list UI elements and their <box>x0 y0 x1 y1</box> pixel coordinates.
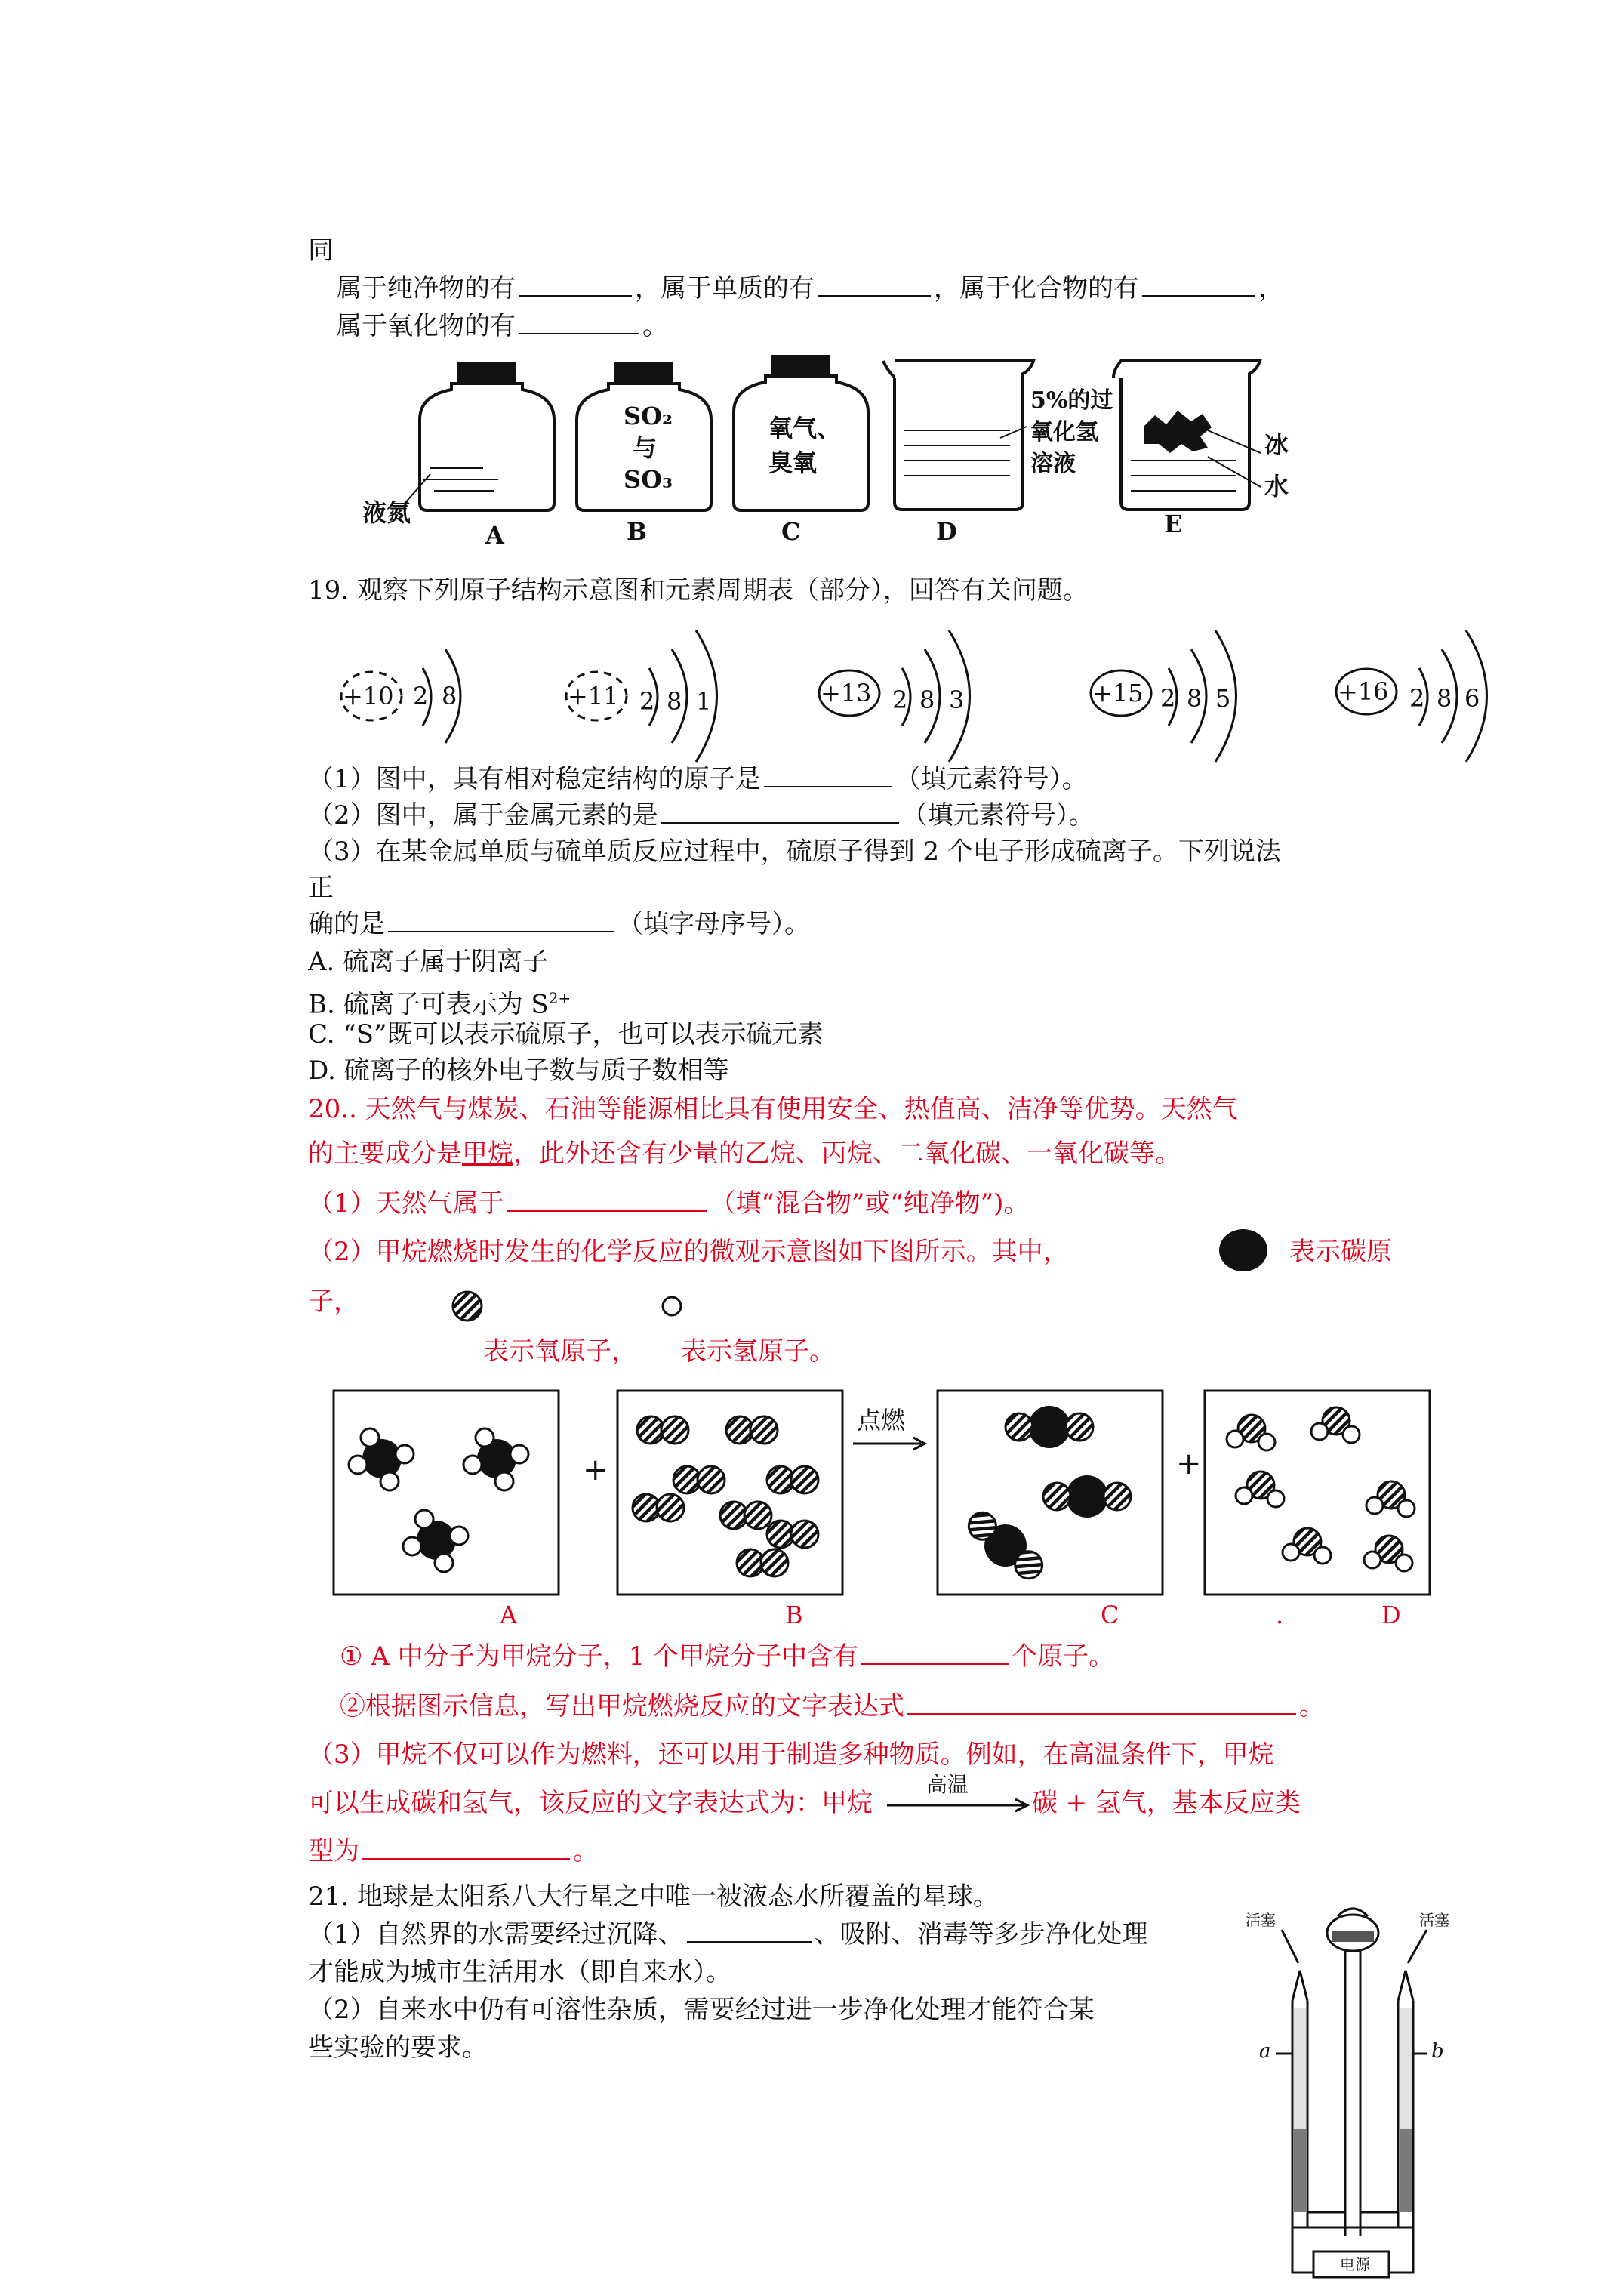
q20-stem2: 的主要成分是甲烷，此外还含有少量的乙烷、丙烷、二氧化碳、一氧化碳等。 <box>308 1139 1181 1169</box>
oxide-blank[interactable] <box>519 310 639 334</box>
bottle-c <box>734 376 868 510</box>
q21-p1a: （1）自然界的水需要经过沉降、 、吸附、消毒等多步净化处理 <box>308 1919 1148 1949</box>
beaker-d-letter: D <box>936 517 957 546</box>
q19-p1: （1）图中，具有相对稳定结构的原子是 （填元素符号）。 <box>308 764 1088 794</box>
plus-sign-1: + <box>583 1453 608 1487</box>
high-temp-arrow: 高温 <box>881 1793 1032 1816</box>
right-plug-label: 活塞 <box>1419 1911 1449 1929</box>
carbon-legend-icon <box>1219 1229 1267 1271</box>
atom-2-nucleus: +11 <box>568 682 619 710</box>
beaker-d <box>883 361 1033 510</box>
svg-text:氧化氢: 氧化氢 <box>1030 419 1098 445</box>
plus-sign-2: + <box>1176 1447 1202 1481</box>
svg-text:3: 3 <box>949 686 965 714</box>
svg-text:6: 6 <box>1464 684 1480 713</box>
q20-s2: ②根据图示信息，写出甲烷燃烧反应的文字表达式 。 <box>340 1691 1325 1721</box>
hydrogen-legend-icon <box>663 1297 681 1315</box>
svg-text:SO₂: SO₂ <box>624 402 673 430</box>
q19-opt-b: B. 硫离子可表示为 $S^{2+}$ <box>308 989 571 1020</box>
q18-line1: 属于纯净物的有 ，属于单质的有 ，属于化合物的有 ， <box>336 273 1284 304</box>
pure-substance-blank[interactable] <box>519 273 632 297</box>
q19-p3c: 确的是 （填字母序号）。 <box>308 909 810 939</box>
svg-text:8: 8 <box>1437 684 1452 713</box>
natural-gas-type-blank[interactable] <box>507 1188 707 1212</box>
beaker-e-letter: E <box>1164 510 1183 538</box>
q21-stem: 21. 地球是太阳系八大行星之中唯一被液态水所覆盖的星球。 <box>308 1881 999 1912</box>
q18-line2: 属于氧化物的有 。 <box>336 311 668 341</box>
ignite-label: 点燃 <box>857 1406 906 1435</box>
element-blank[interactable] <box>818 273 931 297</box>
q20-p1: （1）天然气属于 （填“混合物”或“纯净物”)。 <box>308 1188 1030 1219</box>
q20-s1: ① A 中分子为甲烷分子，1 个甲烷分子中含有 个原子。 <box>340 1641 1115 1672</box>
tube-a-label: a <box>1259 2040 1271 2063</box>
q20-p2e: 表示氢原子。 <box>681 1336 835 1367</box>
ice-cubes <box>1144 411 1212 453</box>
q19-p3b: 正 <box>308 873 334 903</box>
q19-opt-a: A. 硫离子属于阴离子 <box>308 947 549 977</box>
bottle-b-letter: B <box>627 517 648 546</box>
svg-text:5: 5 <box>1215 684 1231 713</box>
electrolysis-apparatus <box>1238 1903 1464 2295</box>
svg-text:1: 1 <box>696 687 712 716</box>
box-a-label: A <box>500 1601 518 1629</box>
power-label: 电源 <box>1340 2255 1370 2273</box>
svg-text:8: 8 <box>442 682 457 710</box>
atom-5-nucleus: +16 <box>1338 677 1389 706</box>
box-d-label: D <box>1381 1601 1401 1629</box>
svg-text:冰: 冰 <box>1264 430 1289 459</box>
svg-text:.: . <box>1276 1601 1284 1629</box>
atom-4-nucleus: +15 <box>1092 679 1144 707</box>
atom-1-nucleus: +10 <box>343 682 394 710</box>
tube-b-label: b <box>1431 2040 1444 2063</box>
svg-text:氧气、: 氧气、 <box>768 414 842 442</box>
q19-p3a: （3）在某金属单质与硫单质反应过程中，硫原子得到 2 个电子形成硫离子。下列说法 <box>308 837 1281 867</box>
bottles-figure <box>362 355 1289 551</box>
svg-text:水: 水 <box>1264 472 1289 501</box>
reaction-type-blank[interactable] <box>362 1835 570 1860</box>
q20-p2b: 表示碳原 <box>1289 1237 1392 1267</box>
purification-step-blank[interactable] <box>687 1918 812 1943</box>
svg-text:2: 2 <box>892 686 908 714</box>
svg-text:溶液: 溶液 <box>1030 451 1076 477</box>
q21-p2b: 些实验的要求。 <box>308 2032 488 2063</box>
box-c-label: C <box>1101 1601 1119 1629</box>
svg-text:8: 8 <box>1187 684 1203 713</box>
svg-text:5%的过: 5%的过 <box>1030 387 1113 414</box>
bottle-a-letter: A <box>485 521 504 550</box>
q20-p2d: 表示氧原子， <box>483 1336 637 1367</box>
word-equation-blank[interactable] <box>907 1690 1296 1715</box>
svg-text:2: 2 <box>413 682 429 710</box>
q20-p2c: 子， <box>308 1287 359 1317</box>
bottle-a-side-label: 液氮 <box>362 498 411 527</box>
bottle-c-letter: C <box>781 517 801 546</box>
q20-p2a: （2）甲烷燃烧时发生的化学反应的微观示意图如下图所示。其中， <box>308 1237 1069 1267</box>
q19-p2: （2）图中，属于金属元素的是 （填元素符号）。 <box>308 800 1095 831</box>
atom-count-blank[interactable] <box>861 1641 1009 1665</box>
stable-atom-blank[interactable] <box>764 763 892 787</box>
q20-p3a: （3）甲烷不仅可以作为燃料，还可以用于制造多种物质。例如，在高温条件下，甲烷 <box>308 1740 1274 1770</box>
q18-tail: 同 <box>308 236 334 266</box>
letter-answer-blank[interactable] <box>388 908 614 932</box>
svg-text:8: 8 <box>919 686 935 714</box>
svg-text:2: 2 <box>639 687 655 716</box>
reaction-diagram <box>332 1383 1449 1632</box>
atom-diagrams <box>332 627 1510 778</box>
atom-3-nucleus: +13 <box>821 679 872 707</box>
svg-text:与: 与 <box>633 433 658 462</box>
q19-opt-c: C. “S”既可以表示硫原子，也可以表示硫元素 <box>308 1019 824 1049</box>
svg-text:2: 2 <box>1409 684 1425 713</box>
svg-text:臭氧: 臭氧 <box>768 448 818 477</box>
compound-blank[interactable] <box>1142 273 1255 297</box>
q20-p3b: 可以生成碳和氢气，该反应的文字表达式为：甲烷 高温 碳 + 氢气，基本反应类 <box>308 1772 1301 1818</box>
svg-text:8: 8 <box>667 687 682 716</box>
q19-stem: 19. 观察下列原子结构示意图和元素周期表（部分），回答有关问题。 <box>308 575 1089 606</box>
left-plug-label: 活塞 <box>1246 1911 1276 1929</box>
q20-p3d: 型为 。 <box>308 1836 599 1866</box>
oxygen-legend-icon <box>453 1292 482 1321</box>
box-b-label: B <box>785 1601 803 1629</box>
q19-opt-d: D. 硫离子的核外电子数与质子数相等 <box>308 1056 729 1086</box>
svg-text:2: 2 <box>1160 684 1176 713</box>
svg-text:SO₃: SO₃ <box>624 465 673 494</box>
bottle-a-cap <box>459 364 515 384</box>
q21-p1b: 才能成为城市生活用水（即自来水）。 <box>308 1957 731 1987</box>
q21-p2a: （2）自来水中仍有可溶性杂质，需要经过进一步净化处理才能符合某 <box>308 1995 1095 2025</box>
metal-element-blank[interactable] <box>661 800 899 824</box>
q20-stem1: 20.. 天然气与煤炭、石油等能源相比具有使用安全、热值高、洁净等优势。天然气 <box>308 1094 1238 1124</box>
